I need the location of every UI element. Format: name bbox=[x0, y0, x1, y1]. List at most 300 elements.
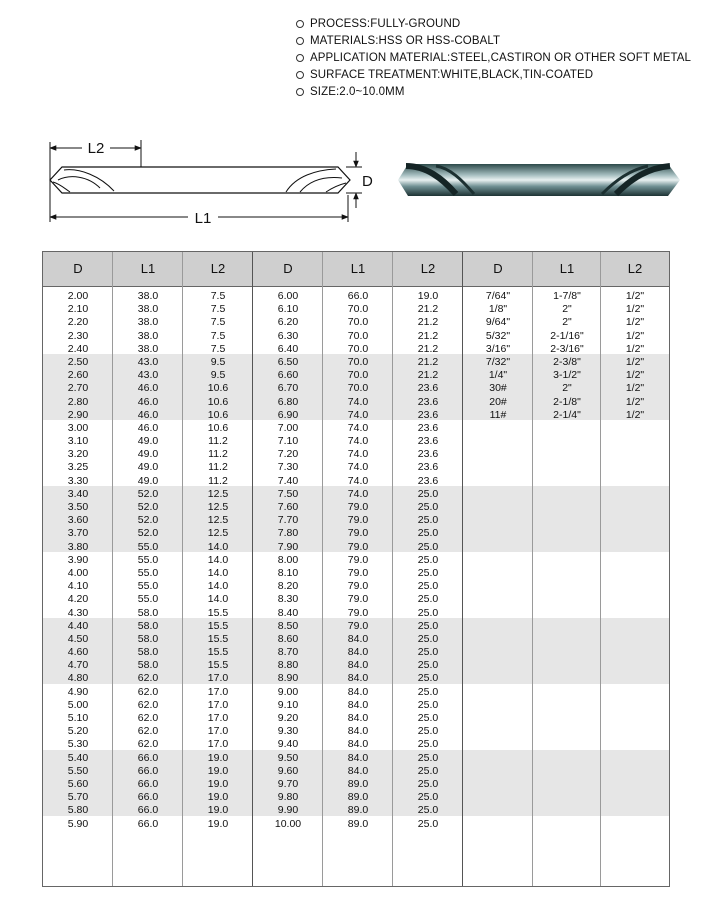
l2-label: L2 bbox=[87, 140, 105, 157]
column-l1-metric-2 bbox=[323, 290, 393, 831]
table-cell: 52.0 bbox=[137, 501, 159, 513]
table-cell: 10.6 bbox=[207, 395, 229, 408]
column-l2-metric-1 bbox=[183, 290, 253, 831]
table-cell: 25.0 bbox=[417, 540, 439, 553]
table-cell: 6.80 bbox=[277, 395, 299, 408]
table-cell: 12.5 bbox=[207, 487, 229, 500]
table-cell: 2-3/16" bbox=[550, 342, 584, 355]
table-cell: 15.5 bbox=[207, 619, 229, 632]
table-cell: 8.80 bbox=[277, 659, 299, 672]
table-cell: 11.2 bbox=[208, 461, 228, 474]
table-cell: 9.5 bbox=[210, 355, 226, 368]
table-cell: 3.10 bbox=[67, 435, 89, 448]
table-cell: 62.0 bbox=[137, 738, 159, 751]
table-cell: 3/16" bbox=[485, 342, 511, 355]
table-cell: 19.0 bbox=[207, 764, 229, 777]
table-cell: 9.10 bbox=[277, 698, 299, 711]
table-cell: 10.6 bbox=[207, 382, 229, 395]
header-l2: L2 bbox=[420, 261, 436, 276]
table-cell: 10.00 bbox=[274, 817, 302, 830]
table-cell: 55.0 bbox=[137, 580, 159, 593]
table-cell: 4.70 bbox=[67, 659, 89, 672]
table-cell: 9.50 bbox=[277, 751, 299, 764]
table-cell: 14.0 bbox=[207, 553, 229, 566]
table-cell: 74.0 bbox=[347, 408, 369, 421]
table-cell: 3.70 bbox=[67, 527, 89, 540]
table-cell: 4.20 bbox=[67, 593, 89, 606]
table-cell: 46.0 bbox=[137, 421, 159, 434]
table-cell: 9.40 bbox=[277, 738, 299, 751]
table-cell: 58.0 bbox=[137, 619, 159, 632]
table-cell: 3.30 bbox=[67, 474, 89, 487]
circle-bullet-icon bbox=[296, 71, 304, 79]
table-cell: 17.0 bbox=[207, 712, 229, 724]
table-cell: 55.0 bbox=[137, 540, 159, 553]
table-cell: 79.0 bbox=[347, 593, 369, 606]
table-cell: 6.00 bbox=[277, 290, 299, 302]
table-cell: 8.90 bbox=[277, 672, 299, 685]
table-cell: 49.0 bbox=[137, 461, 159, 474]
table-cell: 3-1/2" bbox=[553, 369, 581, 382]
table-cell: 25.0 bbox=[417, 685, 439, 698]
table-cell: 84.0 bbox=[347, 725, 369, 738]
table-cell: 79.0 bbox=[347, 580, 369, 593]
table-cell: 79.0 bbox=[347, 514, 369, 527]
table-cell: 5/32" bbox=[485, 329, 511, 342]
table-cell: 7.30 bbox=[277, 461, 299, 474]
table-cell: 4.80 bbox=[67, 672, 89, 685]
table-cell: 2.60 bbox=[67, 369, 89, 382]
table-cell: 2" bbox=[562, 303, 572, 316]
table-cell: 79.0 bbox=[347, 619, 369, 632]
table-cell: 84.0 bbox=[347, 698, 369, 711]
table-cell: 9.90 bbox=[277, 804, 299, 817]
table-cell: 5.30 bbox=[67, 738, 89, 751]
table-cell: 17.0 bbox=[207, 725, 229, 738]
table-cell: 25.0 bbox=[417, 632, 439, 645]
table-cell: 3.25 bbox=[67, 461, 89, 474]
table-cell: 19.0 bbox=[417, 290, 439, 302]
table-cell: 38.0 bbox=[137, 290, 159, 302]
table-cell: 79.0 bbox=[347, 566, 369, 579]
table-cell: 3.20 bbox=[67, 448, 89, 461]
column-l1-inch bbox=[533, 290, 601, 422]
table-cell: 25.0 bbox=[417, 738, 439, 751]
table-cell: 4.00 bbox=[67, 566, 89, 579]
table-cell: 19.0 bbox=[207, 804, 229, 817]
table-cell: 5.70 bbox=[67, 791, 89, 804]
table-cell: 14.0 bbox=[207, 540, 229, 553]
table-cell: 2.30 bbox=[67, 329, 89, 342]
table-cell: 30# bbox=[489, 382, 507, 395]
table-cell: 6.70 bbox=[277, 382, 299, 395]
table-cell: 58.0 bbox=[137, 606, 159, 619]
table-cell: 84.0 bbox=[347, 672, 369, 685]
table-cell: 14.0 bbox=[207, 580, 229, 593]
table-cell: 14.0 bbox=[207, 566, 229, 579]
table-cell: 79.0 bbox=[347, 527, 369, 540]
table-cell: 23.6 bbox=[417, 448, 439, 461]
table-cell: 2" bbox=[562, 382, 572, 395]
table-cell: 25.0 bbox=[417, 566, 439, 579]
table-cell: 4.90 bbox=[67, 685, 89, 698]
table-cell: 46.0 bbox=[137, 408, 159, 421]
table-cell: 70.0 bbox=[347, 342, 369, 355]
table-cell: 19.0 bbox=[207, 817, 229, 830]
header-l1: L1 bbox=[140, 261, 156, 276]
table-cell: 11.2 bbox=[208, 435, 228, 448]
table-cell: 6.50 bbox=[277, 355, 299, 368]
table-cell: 19.0 bbox=[207, 791, 229, 804]
table-cell: 74.0 bbox=[347, 487, 369, 500]
table-cell: 25.0 bbox=[417, 698, 439, 711]
drill-photo bbox=[396, 150, 686, 210]
table-cell: 5.40 bbox=[67, 751, 89, 764]
table-cell: 25.0 bbox=[417, 553, 439, 566]
table-cell: 7.00 bbox=[277, 421, 299, 434]
table-cell: 89.0 bbox=[347, 817, 369, 830]
table-cell: 7.80 bbox=[277, 527, 299, 540]
table-cell: 38.0 bbox=[137, 329, 159, 342]
table-cell: 74.0 bbox=[347, 395, 369, 408]
table-cell: 1/2" bbox=[625, 382, 645, 395]
table-cell: 84.0 bbox=[347, 738, 369, 751]
table-cell: 5.80 bbox=[67, 804, 89, 817]
table-cell: 15.5 bbox=[207, 606, 229, 619]
table-cell: 84.0 bbox=[347, 712, 369, 724]
header-l2: L2 bbox=[627, 261, 643, 276]
table-cell: 2-3/8" bbox=[553, 355, 581, 368]
table-cell: 3.60 bbox=[67, 514, 89, 527]
table-cell: 3.80 bbox=[67, 540, 89, 553]
table-cell: 46.0 bbox=[137, 382, 159, 395]
table-cell: 11.2 bbox=[208, 474, 228, 487]
table-cell: 23.6 bbox=[417, 435, 439, 448]
table-cell: 55.0 bbox=[137, 593, 159, 606]
table-cell: 38.0 bbox=[137, 303, 159, 316]
table-cell: 49.0 bbox=[137, 435, 159, 448]
circle-bullet-icon bbox=[296, 20, 304, 28]
spec-list bbox=[296, 15, 691, 100]
table-cell: 5.90 bbox=[67, 817, 89, 830]
table-cell: 6.10 bbox=[277, 303, 299, 316]
table-cell: 7.5 bbox=[210, 290, 226, 302]
spec-item-application: APPLICATION MATERIAL:STEEL,CASTIRON OR OTHER SOFT METAL bbox=[296, 49, 691, 66]
table-cell: 25.0 bbox=[417, 712, 439, 724]
table-cell: 70.0 bbox=[347, 316, 369, 329]
table-cell: 21.2 bbox=[417, 329, 439, 342]
table-cell: 6.30 bbox=[277, 329, 299, 342]
table-cell: 5.60 bbox=[67, 777, 89, 790]
table-cell: 21.2 bbox=[417, 355, 439, 368]
table-cell: 20# bbox=[489, 395, 507, 408]
table-cell: 66.0 bbox=[137, 791, 159, 804]
table-cell: 58.0 bbox=[137, 659, 159, 672]
table-cell: 49.0 bbox=[137, 448, 159, 461]
table-cell: 9.30 bbox=[277, 725, 299, 738]
table-cell: 70.0 bbox=[347, 303, 369, 316]
table-cell: 4.50 bbox=[67, 632, 89, 645]
table-cell: 2.50 bbox=[67, 355, 89, 368]
table-cell: 8.50 bbox=[277, 619, 299, 632]
table-cell: 70.0 bbox=[347, 369, 369, 382]
table-cell: 79.0 bbox=[347, 606, 369, 619]
spec-item-size: SIZE:2.0~10.0MM bbox=[296, 83, 691, 100]
table-cell: 17.0 bbox=[207, 685, 229, 698]
header-l1: L1 bbox=[559, 261, 575, 276]
table-cell: 9.80 bbox=[277, 791, 299, 804]
table-cell: 8.60 bbox=[277, 632, 299, 645]
table-cell: 74.0 bbox=[347, 448, 369, 461]
table-cell: 9.5 bbox=[210, 369, 226, 382]
table-cell: 55.0 bbox=[137, 566, 159, 579]
column-d-metric-1 bbox=[43, 290, 113, 831]
table-cell: 25.0 bbox=[417, 672, 439, 685]
table-cell: 58.0 bbox=[137, 632, 159, 645]
table-cell: 7.20 bbox=[277, 448, 299, 461]
size-table bbox=[42, 251, 670, 887]
table-cell: 17.0 bbox=[207, 698, 229, 711]
table-cell: 43.0 bbox=[137, 369, 159, 382]
table-cell: 84.0 bbox=[347, 685, 369, 698]
table-cell: 25.0 bbox=[417, 487, 439, 500]
table-cell: 79.0 bbox=[347, 553, 369, 566]
table-cell: 8.70 bbox=[277, 646, 299, 659]
table-cell: 25.0 bbox=[417, 791, 439, 804]
table-cell: 74.0 bbox=[347, 421, 369, 434]
column-d-inch bbox=[463, 290, 533, 422]
table-cell: 2.10 bbox=[67, 303, 89, 316]
column-l2-inch bbox=[601, 290, 669, 422]
table-cell: 15.5 bbox=[207, 632, 229, 645]
table-cell: 52.0 bbox=[137, 527, 159, 540]
table-cell: 6.20 bbox=[277, 316, 299, 329]
table-cell: 2.00 bbox=[67, 290, 89, 302]
table-cell: 25.0 bbox=[417, 804, 439, 817]
table-cell: 38.0 bbox=[137, 342, 159, 355]
table-cell: 84.0 bbox=[347, 646, 369, 659]
table-cell: 2.70 bbox=[67, 382, 89, 395]
table-cell: 21.2 bbox=[417, 369, 439, 382]
table-cell: 23.6 bbox=[417, 421, 439, 434]
table-cell: 12.5 bbox=[207, 514, 229, 527]
table-cell: 62.0 bbox=[137, 698, 159, 711]
header-d: D bbox=[283, 261, 293, 276]
table-cell: 89.0 bbox=[347, 791, 369, 804]
column-l1-metric-1 bbox=[113, 290, 183, 831]
table-cell: 21.2 bbox=[417, 303, 439, 316]
table-cell: 25.0 bbox=[417, 606, 439, 619]
table-cell: 2" bbox=[562, 316, 572, 329]
table-cell: 66.0 bbox=[137, 817, 159, 830]
table-cell: 2.80 bbox=[67, 395, 89, 408]
table-cell: 12.5 bbox=[207, 501, 229, 513]
table-cell: 19.0 bbox=[207, 751, 229, 764]
table-cell: 7.40 bbox=[277, 474, 299, 487]
table-cell: 1-7/8" bbox=[553, 290, 581, 302]
table-cell: 15.5 bbox=[207, 646, 229, 659]
table-cell: 7.50 bbox=[277, 487, 299, 500]
table-cell: 23.6 bbox=[417, 461, 439, 474]
table-cell: 9/64" bbox=[485, 316, 511, 329]
table-cell: 25.0 bbox=[417, 817, 439, 830]
table-cell: 43.0 bbox=[137, 355, 159, 368]
table-cell: 70.0 bbox=[347, 355, 369, 368]
table-cell: 2.20 bbox=[67, 316, 89, 329]
table-cell: 52.0 bbox=[137, 514, 159, 527]
table-cell: 1/2" bbox=[625, 355, 645, 368]
table-cell: 1/8" bbox=[488, 303, 508, 316]
column-d-metric-2 bbox=[253, 290, 323, 831]
table-cell: 1/2" bbox=[625, 408, 645, 421]
table-cell: 25.0 bbox=[417, 725, 439, 738]
table-cell: 1/4" bbox=[488, 369, 508, 382]
table-cell: 23.6 bbox=[417, 408, 439, 421]
table-cell: 3.40 bbox=[67, 487, 89, 500]
table-cell: 70.0 bbox=[347, 329, 369, 342]
table-cell: 2-1/16" bbox=[550, 329, 584, 342]
table-cell: 7.60 bbox=[277, 501, 299, 513]
table-cell: 66.0 bbox=[137, 751, 159, 764]
table-cell: 10.6 bbox=[207, 421, 229, 434]
header-d: D bbox=[73, 261, 83, 276]
table-cell: 2-1/4" bbox=[553, 408, 581, 421]
table-cell: 5.00 bbox=[67, 698, 89, 711]
table-cell: 2-1/8" bbox=[553, 395, 581, 408]
table-cell: 62.0 bbox=[137, 685, 159, 698]
table-cell: 14.0 bbox=[207, 593, 229, 606]
table-cell: 19.0 bbox=[207, 777, 229, 790]
table-cell: 9.70 bbox=[277, 777, 299, 790]
table-cell: 1/2" bbox=[625, 316, 645, 329]
table-cell: 4.30 bbox=[67, 606, 89, 619]
table-cell: 1/2" bbox=[625, 303, 645, 316]
table-cell: 74.0 bbox=[347, 435, 369, 448]
table-cell: 9.60 bbox=[277, 764, 299, 777]
table-cell: 66.0 bbox=[137, 777, 159, 790]
table-cell: 5.20 bbox=[67, 725, 89, 738]
table-cell: 62.0 bbox=[137, 712, 159, 724]
table-cell: 46.0 bbox=[137, 395, 159, 408]
table-cell: 8.40 bbox=[277, 606, 299, 619]
table-cell: 25.0 bbox=[417, 514, 439, 527]
table-cell: 84.0 bbox=[347, 751, 369, 764]
circle-bullet-icon bbox=[296, 37, 304, 45]
table-cell: 25.0 bbox=[417, 593, 439, 606]
table-header bbox=[43, 252, 669, 287]
table-cell: 79.0 bbox=[347, 540, 369, 553]
header-l2: L2 bbox=[210, 261, 226, 276]
table-cell: 8.00 bbox=[277, 553, 299, 566]
table-cell: 17.0 bbox=[207, 672, 229, 685]
circle-bullet-icon bbox=[296, 54, 304, 62]
table-cell: 58.0 bbox=[137, 646, 159, 659]
table-cell: 7.5 bbox=[210, 329, 226, 342]
table-cell: 2.90 bbox=[67, 408, 89, 421]
table-cell: 66.0 bbox=[347, 290, 369, 302]
table-cell: 7.10 bbox=[277, 435, 299, 448]
table-cell: 74.0 bbox=[347, 474, 369, 487]
circle-bullet-icon bbox=[296, 88, 304, 96]
d-label: D bbox=[362, 173, 373, 190]
spec-item-materials: MATERIALS:HSS OR HSS-COBALT bbox=[296, 32, 691, 49]
table-cell: 25.0 bbox=[417, 659, 439, 672]
table-cell: 49.0 bbox=[137, 474, 159, 487]
table-cell: 25.0 bbox=[417, 580, 439, 593]
table-cell: 7.5 bbox=[210, 342, 226, 355]
table-cell: 6.40 bbox=[277, 342, 299, 355]
table-cell: 23.6 bbox=[417, 474, 439, 487]
table-cell: 15.5 bbox=[207, 659, 229, 672]
l1-label: L1 bbox=[194, 210, 212, 227]
table-cell: 25.0 bbox=[417, 764, 439, 777]
table-cell: 62.0 bbox=[137, 725, 159, 738]
table-cell: 89.0 bbox=[347, 777, 369, 790]
table-cell: 2.40 bbox=[67, 342, 89, 355]
table-cell: 8.30 bbox=[277, 593, 299, 606]
table-cell: 10.6 bbox=[207, 408, 229, 421]
table-cell: 4.60 bbox=[67, 646, 89, 659]
table-cell: 62.0 bbox=[137, 672, 159, 685]
table-cell: 7.90 bbox=[277, 540, 299, 553]
table-cell: 3.50 bbox=[67, 501, 89, 513]
table-cell: 1/2" bbox=[625, 329, 645, 342]
table-cell: 25.0 bbox=[417, 619, 439, 632]
table-cell: 8.20 bbox=[277, 580, 299, 593]
table-cell: 7.70 bbox=[277, 514, 299, 527]
table-cell: 5.50 bbox=[67, 764, 89, 777]
table-cell: 84.0 bbox=[347, 632, 369, 645]
table-cell: 21.2 bbox=[417, 316, 439, 329]
table-cell: 9.00 bbox=[277, 685, 299, 698]
table-cell: 84.0 bbox=[347, 659, 369, 672]
table-cell: 1/2" bbox=[625, 395, 645, 408]
table-cell: 25.0 bbox=[417, 751, 439, 764]
header-d: D bbox=[493, 261, 503, 276]
table-cell: 74.0 bbox=[347, 461, 369, 474]
table-cell: 1/2" bbox=[625, 342, 645, 355]
table-cell: 70.0 bbox=[347, 382, 369, 395]
table-cell: 5.10 bbox=[67, 712, 89, 724]
table-cell: 52.0 bbox=[137, 487, 159, 500]
table-cell: 25.0 bbox=[417, 527, 439, 540]
spec-item-process: PROCESS:FULLY-GROUND bbox=[296, 15, 691, 32]
table-cell: 17.0 bbox=[207, 738, 229, 751]
table-cell: 8.10 bbox=[277, 566, 299, 579]
table-cell: 66.0 bbox=[137, 764, 159, 777]
table-cell: 1/2" bbox=[625, 369, 645, 382]
table-cell: 23.6 bbox=[417, 382, 439, 395]
table-cell: 23.6 bbox=[417, 395, 439, 408]
table-cell: 6.60 bbox=[277, 369, 299, 382]
table-cell: 12.5 bbox=[207, 527, 229, 540]
drill-dimension-drawing bbox=[40, 130, 380, 230]
table-cell: 7.5 bbox=[210, 316, 226, 329]
table-cell: 3.90 bbox=[67, 553, 89, 566]
table-cell: 55.0 bbox=[137, 553, 159, 566]
table-cell: 7/32" bbox=[485, 355, 511, 368]
column-l2-metric-2 bbox=[393, 290, 463, 831]
table-cell: 3.00 bbox=[67, 421, 89, 434]
table-cell: 89.0 bbox=[347, 804, 369, 817]
header-l1: L1 bbox=[350, 261, 366, 276]
table-cell: 9.20 bbox=[277, 712, 299, 724]
table-cell: 4.10 bbox=[67, 580, 89, 593]
table-cell: 4.40 bbox=[67, 619, 89, 632]
table-cell: 84.0 bbox=[347, 764, 369, 777]
table-cell: 38.0 bbox=[137, 316, 159, 329]
table-cell: 6.90 bbox=[277, 408, 299, 421]
